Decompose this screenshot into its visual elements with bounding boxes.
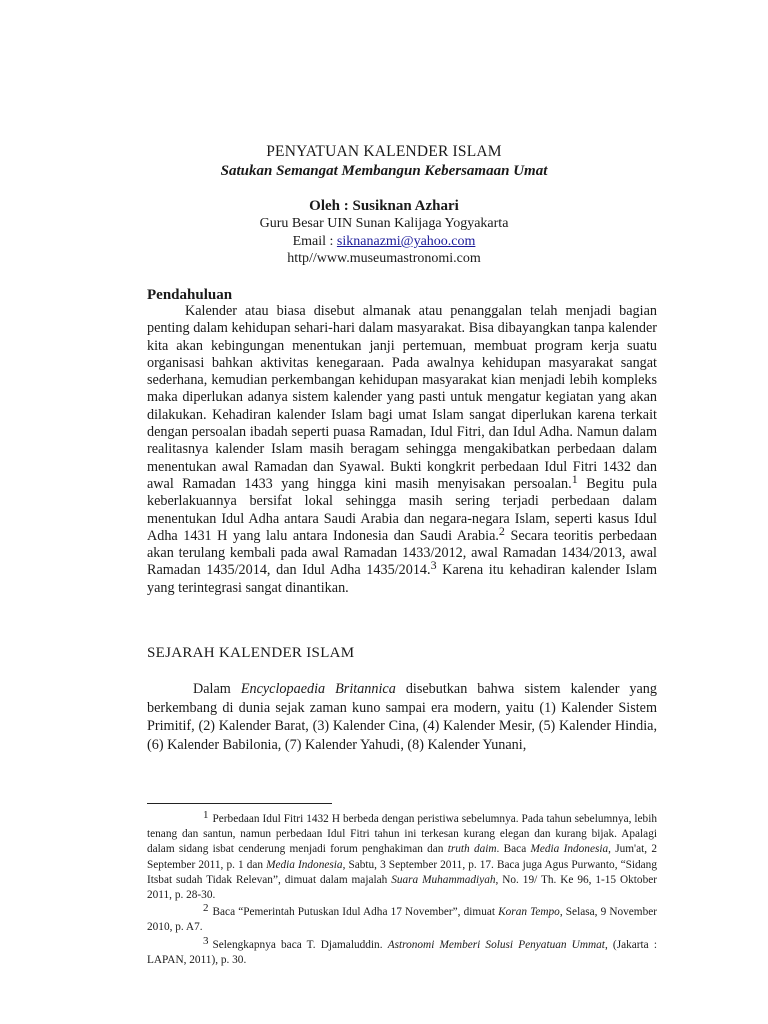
paragraph-text: disebutkan bahwa sistem kalender yang berkembang di dunia sejak zaman kuno sampai era modern, yaitu (1) Kalender Sistem Primitif, (2) Kalender Barat, (3) Kalender Cina, (4) Kalender Mesir, (5) Kalender Hindia, (6) Kalender Babilonia, (7) Kalender Yahudi, (8) Kalender Yunani, [147, 681, 657, 753]
website-url: http//www.museumastronomi.com [287, 251, 481, 266]
section-heading-pendahuluan: Pendahuluan [147, 287, 233, 303]
footnote-text: Selengkapnya baca T. Djamaluddin. [212, 938, 388, 951]
footnote-italic: Media Indonesia [266, 858, 343, 871]
footnote-text: , Jum'at, 2 September 2011, p. 1 dan [147, 843, 657, 871]
section-heading-sejarah: SEJARAH KALENDER ISLAM [147, 645, 355, 661]
footnote-3 [147, 934, 657, 968]
footnote-number: 1 [203, 809, 209, 821]
footnote-ref-2[interactable]: 2 [498, 523, 505, 538]
source-title: Encyclopaedia Britannica [240, 681, 396, 697]
paragraph-text: Kalender atau biasa disebut almanak atau penanggalan telah menjadi bagian penting dalam kehidupan sehari-hari dalam masyarakat. Bisa dibayangkan tanpa kalender kita akan kebingungan menentukan janji pertemuan, membuat program kerja suatu organisasi bahkan aktivitas kenegaraan. Pada awalnya kehidupan masyarakat sangat sederhana, kemudian perkembangan kehidupan masyarakat kian menjadi lebih kompleks maka diperlukan adanya sistem kalender yang pasti untuk mengatur kegiatan yang akan dilakukan. Kehadiran kalender Islam bagi umat Islam sangat diperlukan karena terkait dengan persoalan ibadah seperti puasa Ramadan, Idul Fitri, dan Idul Adha. Namun dalam realitasnya kalender Islam masih beragam sehingga mengakibatkan perbedaan dalam menentukan awal Ramadan dan Syawal. Bukti kongkrit perbedaan Idul Fitri 1432 dan awal Ramadan 1433 yang hingga kini masih menyisakan persoalan. [147, 303, 657, 492]
paragraph-sejarah [147, 680, 657, 754]
author-line: Oleh : Susiknan Azhari [309, 198, 459, 214]
footnote-text: Perbedaan Idul Fitri 1432 H berbeda dengan peristiwa sebelumnya. Pada tahun sebelumnya, lebih tenang dan santun, namun perbedaan Idul Fitri tahun ini terkesan kurang elegan dan kurang bijak. Apalagi dalam sidang isbat cenderung menjadi forum penghakiman dan [147, 813, 657, 856]
footnote-1 [147, 809, 657, 903]
footnote-text: . Baca [496, 843, 531, 856]
paragraph-text: Begitu pula keberlakuannya bersifat lokal sehingga masih sering terjadi perbedaan dalam menentukan Idul Adha antara Saudi Arabia dan negara-negara Islam, seperti kasus Idul Adha 1431 H yang lalu antara Indonesia dan Saudi Arabia. [147, 475, 657, 544]
paragraph-text: Secara teoritis perbedaan akan terulang kembali pada awal Ramadan 1433/2012, awal Ramadan 1434/2013, awal Ramadan 1435/2014, dan Idul Adha 1435/2014. [147, 527, 657, 579]
email-link[interactable]: siknanazmi@yahoo.com [336, 234, 476, 249]
footnote-text: , Selasa, 9 November 2010, p. A7. [147, 906, 658, 934]
footnote-italic: Suara Muhammadiyah [391, 873, 496, 886]
email-line [0, 234, 768, 250]
paragraph-pendahuluan [147, 303, 657, 597]
author-affiliation: Guru Besar UIN Sunan Kalijaga Yogyakarta [259, 216, 509, 231]
footnote-separator [147, 803, 332, 804]
paragraph-text: Karena itu kehadiran kalender Islam yang terintegrasi sangat dinantikan. [147, 562, 657, 596]
footnote-italic: Media Indonesia [530, 843, 609, 856]
paragraph-text: Dalam [193, 681, 241, 697]
footnote-italic: truth daim [447, 843, 497, 856]
footnote-ref-3[interactable]: 3 [430, 558, 437, 573]
footnote-text: Baca “Pemerintah Putuskan Idul Adha 17 November”, dimuat [212, 906, 499, 919]
footnote-text: , Sabtu, 3 September 2011, p. 17. Baca juga Agus Purwanto, “Sidang Itsbat sudah Tidak Relevan”, dimuat dalam majalah [147, 858, 657, 886]
document-subtitle: Satukan Semangat Membangun Kebersamaan Umat [220, 163, 548, 179]
footnotes [147, 809, 658, 970]
footnote-number: 3 [203, 934, 209, 947]
document-title: PENYATUAN KALENDER ISLAM [266, 143, 502, 160]
footnote-italic: Koran Tempo [498, 906, 560, 919]
footnote-number: 2 [203, 902, 209, 915]
footnote-ref-1[interactable]: 1 [571, 471, 578, 486]
footnote-text: , (Jakarta : LAPAN, 2011), p. 30. [147, 938, 657, 966]
email-label: Email : [292, 234, 337, 249]
footnote-text: , No. 19/ Th. Ke 96, 1-15 Oktober 2011, p. 28-30. [147, 873, 657, 902]
footnote-2 [147, 902, 658, 935]
footnote-italic: Astronomi Memberi Solusi Penyatuan Ummat [387, 938, 605, 951]
